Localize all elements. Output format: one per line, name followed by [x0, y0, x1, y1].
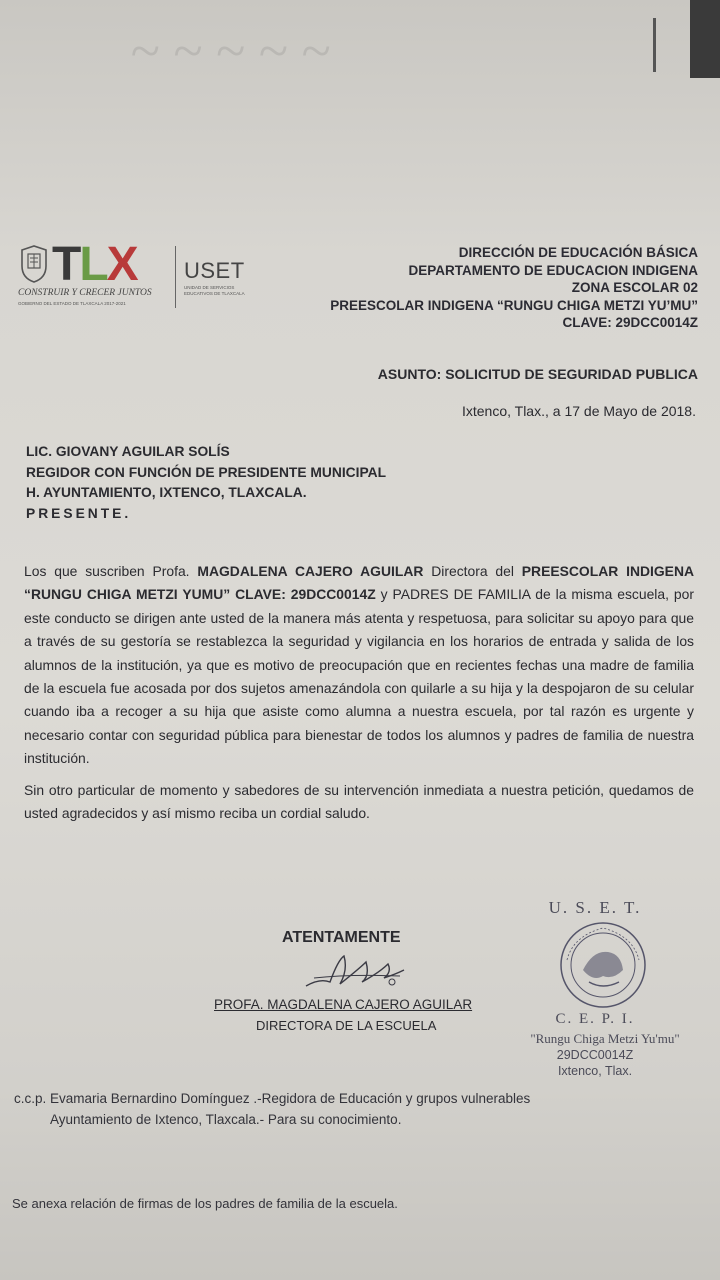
director-name: MAGDALENA CAJERO AGUILAR [197, 563, 424, 579]
official-stamp [505, 898, 705, 1088]
tlx-uset-logo [18, 238, 248, 314]
mexico-eagle-seal-icon [553, 920, 653, 1010]
header-line: DEPARTAMENTO DE EDUCACION INDIGENA [408, 262, 698, 278]
uset-subtitle: UNIDAD DE SERVICIOS EDUCATIVOS DE TLAXCALA [184, 285, 245, 296]
logo-gobierno: GOBIERNO DEL ESTADO DE TLAXCALA 2017-2021 [18, 301, 126, 306]
header-line: ZONA ESCOLAR 02 [571, 280, 698, 295]
school-name: PREESCOLAR INDIGENA “RUNGU CHIGA METZI YUMU” CLAVE: 29DCC0014Z [24, 563, 695, 603]
signer-role: DIRECTORA DE LA ESCUELA [256, 1018, 437, 1033]
background-edge [690, 0, 720, 78]
recipient-place: H. AYUNTAMIENTO, IXTENCO, TLAXCALA. [26, 485, 307, 500]
ccp-line: Ayuntamiento de Ixtenco, Tlaxcala.- Para su conocimiento. [50, 1112, 402, 1127]
stamp-clave: 29DCC0014Z [556, 1048, 634, 1062]
body-paragraph: Sin otro particular de momento y sabedores de su intervención inmediata a nuestra petición, quedamos de usted agradecidos y así mismo reciba un cordial saludo. [24, 781, 694, 822]
letterhead [330, 244, 698, 332]
uset-wordmark: USET [184, 258, 245, 283]
bleed-through-marks: ~ ~ ~ ~ ~ [130, 21, 331, 81]
tlaxcala-crest-icon [18, 244, 50, 284]
stamp-uset: U. S. E. T. [548, 898, 642, 917]
tlx-wordmark: TLX [52, 238, 137, 291]
logo-slogan: CONSTRUIR Y CRECER JUNTOS [18, 288, 152, 298]
recipient-block [26, 442, 386, 524]
recipient-name: LIC. GIOVANY AGUILAR SOLÍS [26, 444, 230, 459]
date-line: Ixtenco, Tlax., a 17 de Mayo de 2018. [461, 403, 696, 419]
header-line: PREESCOLAR INDIGENA “RUNGU CHIGA METZI YU’MU” [330, 297, 698, 313]
recipient-presente: PRESENTE. [26, 505, 132, 521]
background-edge-line [653, 18, 656, 72]
stamp-cepi: C. E. P. I. [555, 1011, 635, 1027]
ccp-block [14, 1088, 530, 1130]
letter-body [24, 560, 694, 833]
subject-line: ASUNTO: SOLICITUD DE SEGURIDAD PUBLICA [377, 366, 698, 382]
handwritten-signature [300, 948, 410, 994]
stamp-place: Ixtenco, Tlax. [557, 1064, 633, 1078]
annex-note: Se anexa relación de firmas de los padres de familia de la escuela. [12, 1196, 398, 1211]
logo-divider [175, 246, 176, 308]
header-line: CLAVE: 29DCC0014Z [562, 315, 698, 330]
recipient-role: REGIDOR CON FUNCIÓN DE PRESIDENTE MUNICIPAL [26, 464, 387, 480]
closing-atentamente: ATENTAMENTE [282, 929, 401, 946]
stamp-school: "Rungu Chiga Metzi Yu'mu" [530, 1031, 680, 1046]
ccp-line: c.c.p. Evamaria Bernardino Domínguez .-Regidora de Educación y grupos vulnerables [14, 1091, 531, 1106]
header-line: DIRECCIÓN DE EDUCACIÓN BÁSICA [458, 245, 698, 260]
signer-name: PROFA. MAGDALENA CAJERO AGUILAR [214, 997, 473, 1012]
body-paragraph: Los que suscriben Profa. MAGDALENA CAJERO AGUILAR Directora del PREESCOLAR INDIGENA “RUNGU CHIGA METZI YUMU” CLAVE: 29DCC0014Z y PADRES DE FAMILIA de la misma escuela, por este conducto se dirigen ante usted de la manera más atenta y respetuosa, para solicitar su apoyo para que a través de su gestoría se restablezca la seguridad y vigilancia en los horarios de entrada y salida de los alumnos de la institución, ya que es motivo de preocupación que en recientes fechas una madre de familia de la escuela fue acosada por dos sujetos amenazándola con quilarle a su hija y la despojaron de su celular cuando iba a recoger a su hija que asiste como alumna a nuestra escuela, por tal razón es urgente y necesario contar con seguridad pública para bienestar de todos los alumnos y padres de familia de nuestra institución. [24, 563, 695, 767]
